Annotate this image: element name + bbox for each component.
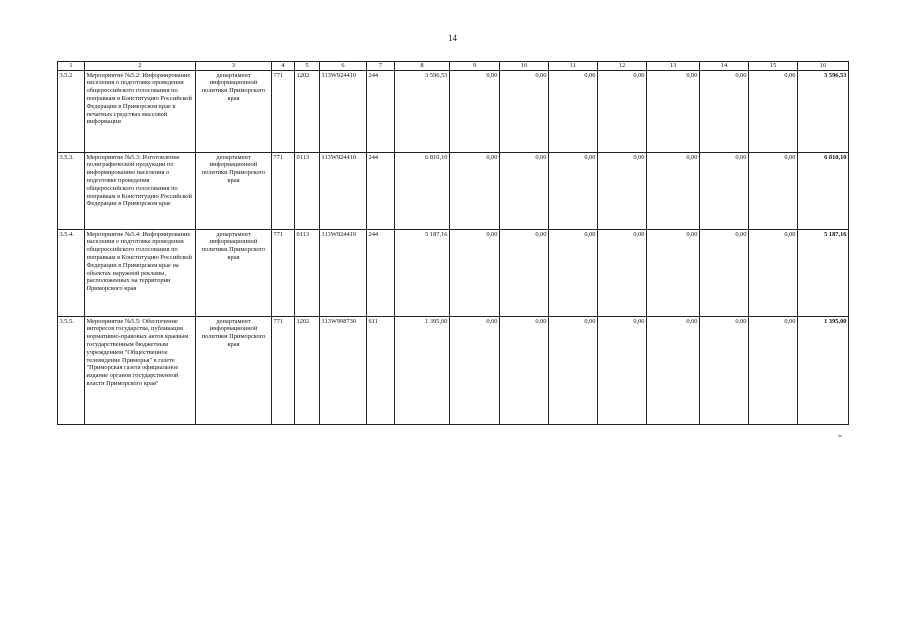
vr-code: 244	[367, 71, 395, 153]
activity-name: Мероприятие №5.3: Изготовление полиграфической продукции по информированию населения о подготовке проведения общероссийского голосования по поправкам в Конституцию Российской Федерации в Приморском крае	[85, 153, 196, 230]
header-cell: 1	[58, 62, 85, 71]
csr-code: 113W924410	[320, 71, 367, 153]
amount-cell: 0,00	[598, 230, 647, 317]
table-row	[58, 317, 849, 425]
rzpr-code: 1202	[295, 71, 320, 153]
row-number: 3.5.3.	[58, 153, 85, 230]
department: департамент информационной политики Приморского края	[196, 153, 272, 230]
header-cell: 5	[295, 62, 320, 71]
department: департамент информационной политики Приморского края	[196, 230, 272, 317]
csr-code: 113W998730	[320, 317, 367, 425]
amount-cell: 0,00	[450, 71, 500, 153]
amount-total: 5 187,16	[395, 230, 450, 317]
amount-cell: 0,00	[500, 71, 549, 153]
amount-cell: 0,00	[749, 230, 798, 317]
rzpr-code: 0113	[295, 153, 320, 230]
row-number: 3.5.2	[58, 71, 85, 153]
row-number: 3.5.5.	[58, 317, 85, 425]
amount-grand-total: 6 810,10	[798, 153, 849, 230]
amount-cell: 0,00	[549, 230, 598, 317]
amount-total: 6 810,10	[395, 153, 450, 230]
amount-cell: 0,00	[647, 153, 700, 230]
amount-grand-total: 3 596,53	[798, 71, 849, 153]
rzpr-code: 0113	[295, 230, 320, 317]
header-cell: 10	[500, 62, 549, 71]
activity-name: Мероприятие №5.2: Информирование населения о подготовке проведения общероссийского голосования по поправкам в Конституцию Российской Федерации в Приморском крае в печатных средствах массовой информации	[85, 71, 196, 153]
header-cell: 12	[598, 62, 647, 71]
header-cell: 4	[272, 62, 295, 71]
header-cell: 7	[367, 62, 395, 71]
grbs-code: 771	[272, 230, 295, 317]
amount-cell: 0,00	[749, 71, 798, 153]
amount-cell: 0,00	[647, 71, 700, 153]
header-cell: 13	[647, 62, 700, 71]
grbs-code: 771	[272, 317, 295, 425]
table-row	[58, 230, 849, 317]
amount-cell: 0,00	[647, 230, 700, 317]
amount-cell: 0,00	[500, 153, 549, 230]
amount-cell: 0,00	[700, 317, 749, 425]
amount-cell: 0,00	[549, 71, 598, 153]
amount-cell: 0,00	[450, 230, 500, 317]
amount-cell: 0,00	[749, 317, 798, 425]
header-cell: 9	[450, 62, 500, 71]
amount-cell: 0,00	[700, 153, 749, 230]
header-cell: 11	[549, 62, 598, 71]
department: департамент информационной политики Приморского края	[196, 71, 272, 153]
grbs-code: 771	[272, 71, 295, 153]
amount-cell: 0,00	[598, 71, 647, 153]
table-row	[58, 71, 849, 153]
department: департамент информационной политики Приморского края	[196, 317, 272, 425]
header-cell: 6	[320, 62, 367, 71]
amount-cell: 0,00	[647, 317, 700, 425]
header-cell: 8	[395, 62, 450, 71]
vr-code: 244	[367, 230, 395, 317]
amount-total: 1 395,00	[395, 317, 450, 425]
header-cell: 3	[196, 62, 272, 71]
activity-name: Мероприятие №5.4: Информирование населения о подготовке проведения общероссийского голосования по поправкам в Конституцию Российской Федерации в Приморском крае на объектах наружной рекламы, расположенных на территории Приморского края	[85, 230, 196, 317]
csr-code: 113W924410	[320, 153, 367, 230]
amount-total: 3 596,53	[395, 71, 450, 153]
amount-cell: 0,00	[549, 153, 598, 230]
amount-grand-total: 5 187,16	[798, 230, 849, 317]
activity-name: Мероприятие №5.5: Обеспечение интересов государства, публикация нормативно-правовых актов краевым государственным бюджетным учреждением "Общественное телевидение Приморья" в газете "Приморская газета официальное издание органов государственной власти Приморского края"	[85, 317, 196, 425]
amount-cell: 0,00	[598, 317, 647, 425]
amount-cell: 0,00	[450, 317, 500, 425]
table-row	[58, 153, 849, 230]
grbs-code: 771	[272, 153, 295, 230]
amount-grand-total: 1 395,00	[798, 317, 849, 425]
header-row	[58, 62, 849, 71]
budget-table	[57, 61, 849, 425]
header-cell: 16	[798, 62, 849, 71]
header-cell: 2	[85, 62, 196, 71]
header-cell: 15	[749, 62, 798, 71]
header-cell: 14	[700, 62, 749, 71]
amount-cell: 0,00	[700, 230, 749, 317]
page-number: 14	[448, 33, 457, 43]
amount-cell: 0,00	[500, 317, 549, 425]
amount-cell: 0,00	[749, 153, 798, 230]
amount-cell: 0,00	[450, 153, 500, 230]
amount-cell: 0,00	[549, 317, 598, 425]
csr-code: 113W924410	[320, 230, 367, 317]
vr-code: 611	[367, 317, 395, 425]
row-number: 3.5.4.	[58, 230, 85, 317]
amount-cell: 0,00	[598, 153, 647, 230]
amount-cell: 0,00	[700, 71, 749, 153]
closing-quote-mark: ».	[838, 432, 843, 439]
vr-code: 244	[367, 153, 395, 230]
amount-cell: 0,00	[500, 230, 549, 317]
rzpr-code: 1202	[295, 317, 320, 425]
